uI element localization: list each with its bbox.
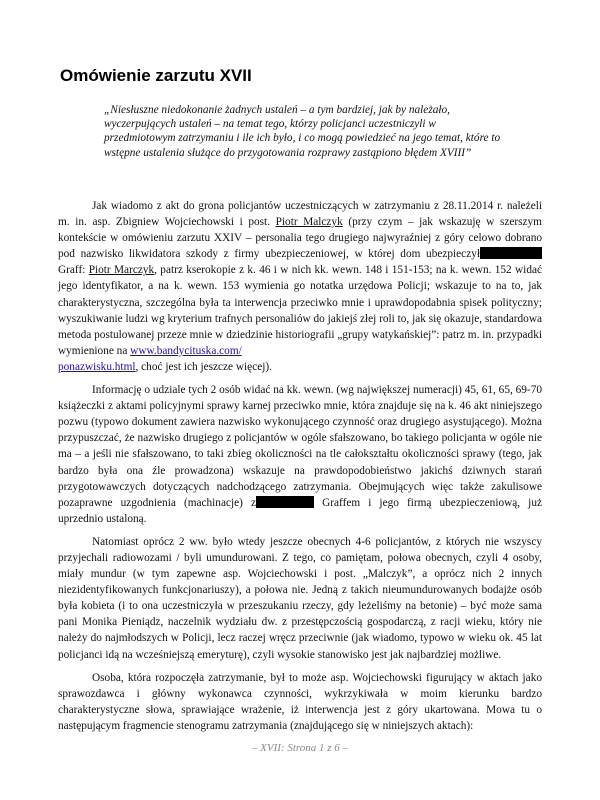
page-footer: – XVII: Strona 1 z 6 – bbox=[251, 742, 349, 754]
link-bandycituska-part1[interactable]: www.bandycituska.com/ bbox=[130, 344, 242, 357]
paragraph-1-text-c: Graff: bbox=[58, 264, 89, 277]
paragraph-2-text-a: Informację o udziale tych 2 osób widać na kk. wewn. (wg największej numeracji) 45, 61, 65, 69-70 książeczki z aktami policyjnymi sprawy karnej przeciwko mnie, która znajduje się na k. 46 akt niniejszego pozwu (typowo dokument zawiera nazwisko wykonującego czynność oraz drugiego asystującego). Można przypuszczać, że nazwisko drugiego z policjantów w ogóle sfałszowano, bo takiego policjanta w ogóle nie ma – a jeśli nie sfałszowano, to taki zbieg okoliczności na tle całokształtu okoliczności sprawy (tego, jak bardzo była ona źle prowadzona) wskazuje na prawdopodobieństwo jakichś dziwnych starań przygotowawczych dotyczących nadchodzącego zatrzymania. Obejmujących więc także zakulisowe pozaprawne uzgodnienia (machinacje) z bbox=[58, 384, 542, 509]
redaction-block bbox=[256, 496, 314, 508]
paragraph-2-text-b: Graffem i jego firmą ubezpieczeniową, już uprzednio ustaloną. bbox=[58, 496, 542, 525]
redaction-block bbox=[480, 247, 542, 259]
page-title: Omówienie zarzutu XVII bbox=[60, 66, 252, 85]
paragraph-3: Natomiast oprócz 2 ww. było wtedy jeszcze obecnych 4-6 policjantów, z których nie wszyscy przyjechali radiowozami / byli umundurowani. Z tego, co pamiętam, połowa obecnych, czyli 4 osoby, miały mundur (w tym zapewne asp. Wojciechowski i post. „Malczyk”, a oprócz nich 2 innych niezidentyfikowanych funkcjonariuszy), a połowa nie. Jedną z takich nieumundurowanych bodajże osób była kobieta (i to ona uczestniczyła w przeszukaniu rzeczy, gdy leżeliśmy na betonie) – być może sama pani Monika Pieniądz, naczelnik wydziału dw. z przestępczością gospodarczą, z racji wieku, który nie należy do najmłodszych w Policji, lecz raczej wręcz przeciwnie (jak wiadomo, typowo w wieku ok. 45 lat policjanci idą na wcześniejszą emeryturę), czyli wysokie stanowisko jest jak najbardziej możliwe. bbox=[58, 535, 542, 661]
epigraph-quote: „Niesłuszne niedokonanie żadnych ustaleń – a tym bardziej, jak by należało, wyczerpujących ustaleń – na temat tego, którzy policjanci uczestniczyli w przedmiotowym zatrzymaniu i ile ich było, i co mogą powiedzieć na jego temat, które to wstępne ustalenia służące do przygotowania rozprawy zastąpiono błędem XVIII” bbox=[104, 104, 501, 159]
name-piotr-malczyk: Piotr Malczyk bbox=[275, 216, 343, 229]
paragraph-2 bbox=[58, 382, 542, 527]
name-piotr-marczyk: Piotr Marczyk bbox=[88, 264, 155, 277]
paragraph-1-text-b: (przy czym – jak wskazuję w szerszym kontekście w omówieniu zarzutu XXIV – personalia tego drugiego najwyraźniej z góry celowo dobrano pod nazwisko likwidatora szkody z firmy ubezpieczeniowej, w której dom ubezpieczył bbox=[58, 216, 542, 261]
document-body bbox=[58, 198, 542, 741]
paragraph-1 bbox=[58, 198, 542, 375]
link-bandycituska-part2[interactable]: ponazwisku.html bbox=[58, 360, 136, 373]
paragraph-1-text-a: Jak wiadomo z akt do grona policjantów uczestniczących w zatrzymaniu z 28.11.2014 r. należeli m. in. asp. Zbigniew Wojciechowski i post. bbox=[58, 200, 542, 229]
paragraph-1-text-e: , choć jest ich jeszcze więcej). bbox=[135, 360, 272, 373]
paragraph-1-text-d: , patrz kserokopie z k. 46 i w nich kk. wewn. 148 i 151-153; na k. wewn. 152 widać jego identyfikator, a na k. wewn. 153 wymienia go notatka urzędowa Policji; wskazuje to na to, jak charakterystyczna, szczególna była ta interwencja przeciwko mnie i uprawdopodabnia spisek polityczny; wyszukiwanie ludzi wg kryterium trafnych personaliów do jakiejś złej roli to, jak się okazuje, standardowa metoda postulowanej przeze mnie w dziedzinie historiografii „grupy watykańskiej”: patrz m. in. przypadki wymienione na bbox=[58, 264, 542, 357]
paragraph-4: Osoba, która rozpoczęła zatrzymanie, był to może asp. Wojciechowski figurujący w aktach jako sprawozdawca i główny wykonawca czynności, wykrzykiwała w moim kierunku bardzo charakterystyczne słowa, sprawiające wrażenie, iż interwencja jest z góry ukartowana. Mowa tu o następującym fragmencie stenogramu zatrzymania (znajdującego się w niniejszych aktach): bbox=[58, 671, 542, 732]
